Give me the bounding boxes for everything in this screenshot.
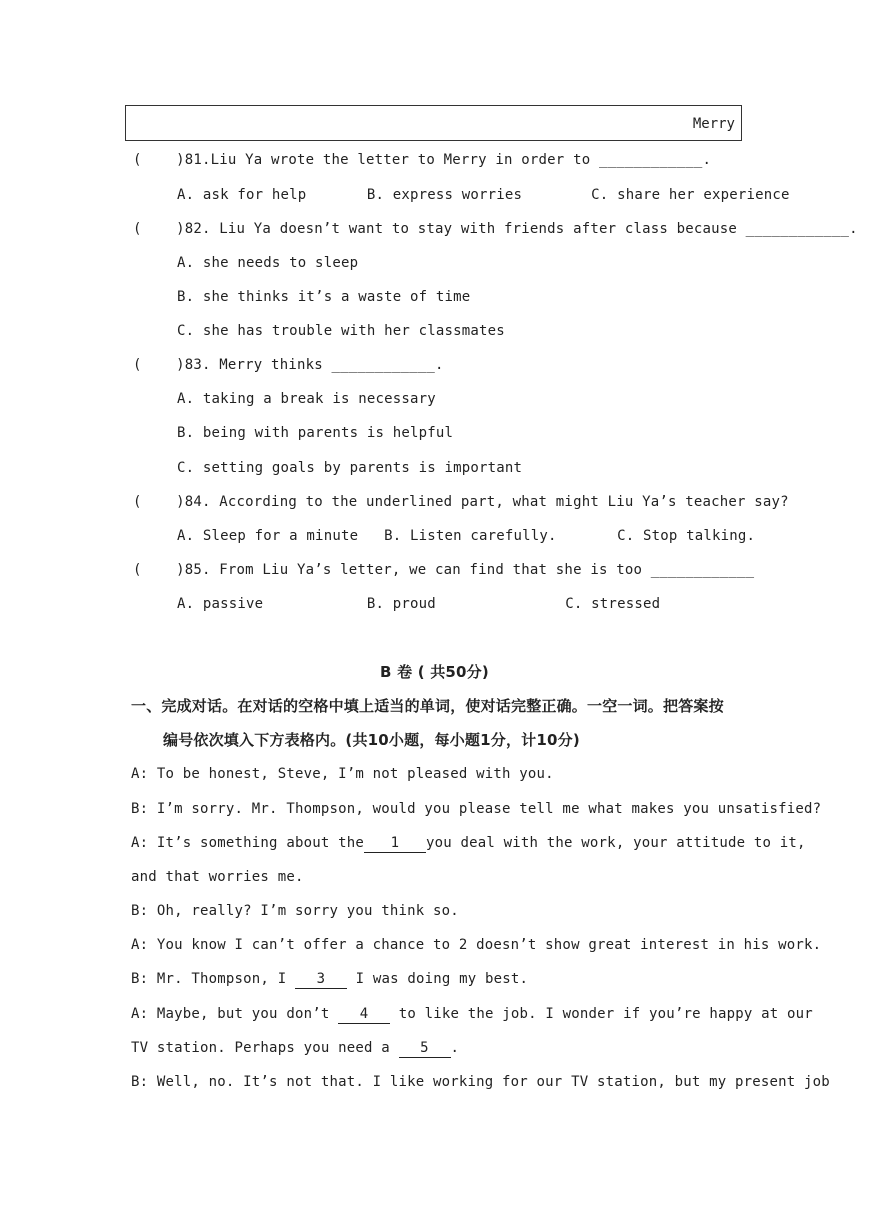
dialogue-line-7-post: I was doing my best.: [346, 971, 529, 987]
section-b-instruction-2: 编号依次填入下方表格内。(共10小题，每小题1分，计10分): [163, 731, 580, 749]
question-83-option-c: C. setting goals by parents is important: [177, 460, 523, 476]
question-82-option-c: C. she has trouble with her classmates: [177, 323, 505, 339]
dialogue-line-3-post: you deal with the work, your attitude to it,: [425, 835, 806, 851]
dialogue-line-8-post: to like the job. I wonder if you’re happy at our: [390, 1006, 813, 1022]
question-85: ( )85. From Liu Ya’s letter, we can find that she is too ____________: [133, 562, 755, 578]
question-83-option-a: A. taking a break is necessary: [177, 391, 436, 407]
question-84: ( )84. According to the underlined part, what might Liu Ya’s teacher say?: [133, 494, 789, 510]
question-82: ( )82. Liu Ya doesn’t want to stay with friends after class because ____________.: [133, 221, 858, 237]
letter-box: [125, 105, 742, 141]
dialogue-line-7: [131, 970, 528, 989]
question-82-option-a: A. she needs to sleep: [177, 255, 359, 271]
blank-4[interactable]: 4: [338, 1005, 390, 1024]
dialogue-line-6: A: You know I can’t offer a chance to 2 doesn’t show great interest in his work.: [131, 937, 822, 953]
dialogue-line-2: B: I’m sorry. Mr. Thompson, would you please tell me what makes you unsatisfied?: [131, 801, 822, 817]
blank-1[interactable]: 1: [364, 834, 426, 853]
dialogue-line-9-pre: TV station. Perhaps you need a: [131, 1040, 399, 1056]
question-82-option-b: B. she thinks it’s a waste of time: [177, 289, 471, 305]
section-b-title: B 卷 ( 共50分): [380, 663, 489, 681]
dialogue-line-8: [131, 1005, 813, 1024]
dialogue-line-9: [131, 1039, 459, 1058]
question-85-options: A. passive B. proud C. stressed: [177, 596, 661, 612]
dialogue-line-10: B: Well, no. It’s not that. I like working for our TV station, but my present job: [131, 1074, 830, 1090]
letter-signature: Merry: [692, 116, 735, 132]
dialogue-line-8-pre: A: Maybe, but you don’t: [131, 1006, 339, 1022]
dialogue-line-3-pre: A: It’s something about the: [131, 835, 364, 851]
question-84-options: A. Sleep for a minute B. Listen carefully. C. Stop talking.: [177, 528, 756, 544]
dialogue-line-7-pre: B: Mr. Thompson, I: [131, 971, 295, 987]
blank-3[interactable]: 3: [295, 970, 347, 989]
section-b-instruction-1: 一、完成对话。在对话的空格中填上适当的单词，使对话完整正确。一空一词。把答案按: [131, 697, 724, 715]
dialogue-line-5: B: Oh, really? I’m sorry you think so.: [131, 903, 459, 919]
blank-5[interactable]: 5: [399, 1039, 451, 1058]
question-81-options: A. ask for help B. express worries C. share her experience: [177, 187, 790, 203]
question-83: ( )83. Merry thinks ____________.: [133, 357, 444, 373]
dialogue-line-9-post: .: [450, 1040, 460, 1056]
question-83-option-b: B. being with parents is helpful: [177, 425, 454, 441]
dialogue-line-1: A: To be honest, Steve, I’m not pleased with you.: [131, 766, 554, 782]
dialogue-line-4: and that worries me.: [131, 869, 304, 885]
dialogue-line-3: [131, 834, 806, 853]
question-81: ( )81.Liu Ya wrote the letter to Merry in order to ____________.: [133, 152, 712, 168]
